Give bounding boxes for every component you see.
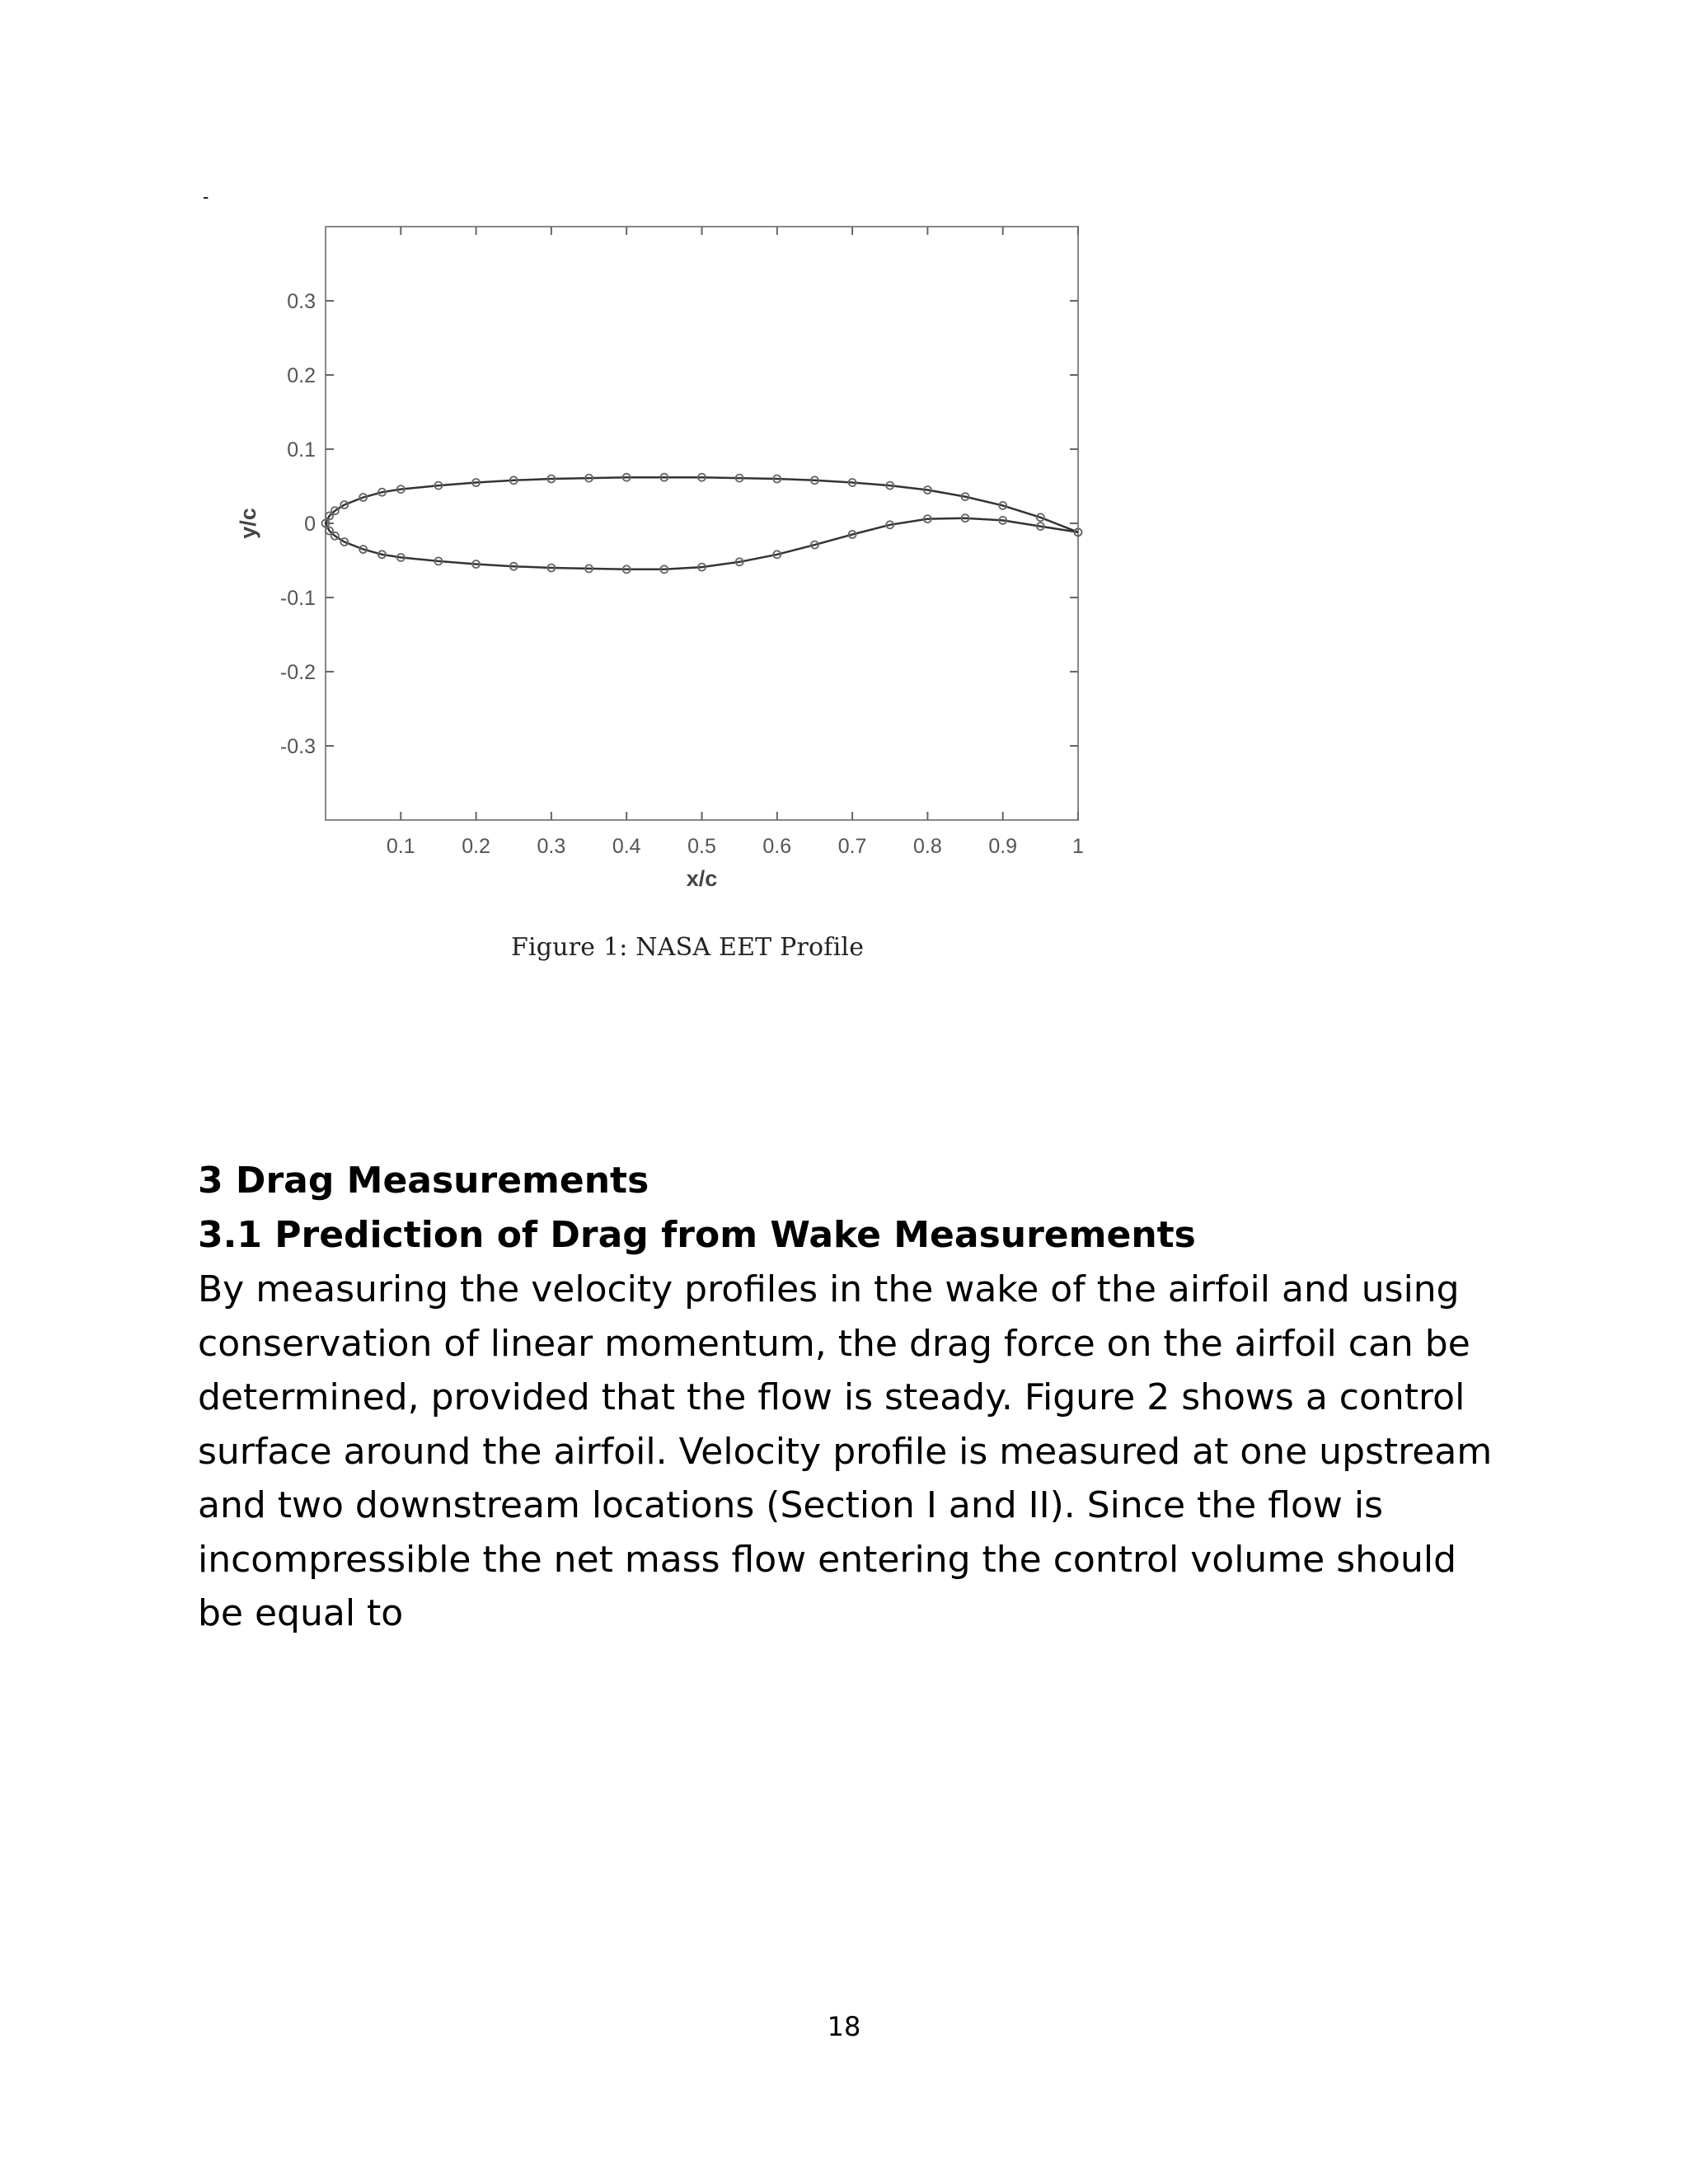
paragraph-line: and two downstream locations (Section I and II). Since the flow is <box>198 1484 1383 1526</box>
plot-labels <box>236 290 1084 891</box>
body-paragraph <box>198 1263 1517 1641</box>
paragraph-line: determined, provided that the flow is steady. Figure 2 shows a control <box>198 1376 1465 1418</box>
y-tick-label: 0.3 <box>287 290 316 313</box>
x-tick-label: 0.3 <box>537 835 566 858</box>
paragraph-line: surface around the airfoil. Velocity profile is measured at one upstream <box>198 1430 1493 1473</box>
x-tick-label: 0.6 <box>762 835 792 858</box>
paragraph-line: be equal to <box>198 1592 404 1634</box>
figure-caption: Figure 1: NASA EET Profile <box>511 933 865 962</box>
page-number: 18 <box>827 2011 861 2042</box>
x-tick-label: 0.4 <box>612 835 641 858</box>
x-tick-label: 0.1 <box>386 835 415 858</box>
x-axis-label: x/c <box>686 866 718 891</box>
section-drag-measurements <box>198 1154 1517 1641</box>
y-tick-label: 0 <box>304 513 316 536</box>
y-tick-label: -0.1 <box>279 587 316 610</box>
section-heading: 3 Drag Measurements <box>198 1160 649 1202</box>
plot-ticks <box>326 227 1078 820</box>
x-tick-label: 0.9 <box>988 835 1018 858</box>
y-tick-label: -0.3 <box>279 735 316 758</box>
airfoil-profile-chart <box>0 0 1688 907</box>
y-tick-label: 0.2 <box>287 364 316 387</box>
subsection-heading: 3.1 Prediction of Drag from Wake Measurements <box>198 1214 1196 1256</box>
plot-series <box>322 474 1082 574</box>
x-tick-label: 0.8 <box>913 835 942 858</box>
paragraph-line: incompressible the net mass flow entering the control volume should <box>198 1538 1457 1581</box>
y-axis-label: y/c <box>236 508 260 539</box>
plot-frame <box>326 227 1078 820</box>
y-tick-label: 0.1 <box>287 438 316 462</box>
paragraph-line: By measuring the velocity profiles in the wake of the airfoil and using <box>198 1268 1460 1310</box>
x-tick-label: 0.7 <box>837 835 867 858</box>
y-tick-label: -0.2 <box>279 661 316 684</box>
plot-axes-box <box>326 227 1078 820</box>
x-tick-label: 0.2 <box>462 835 490 858</box>
x-tick-label: 1 <box>1072 835 1084 858</box>
paragraph-line: conservation of linear momentum, the drag force on the airfoil can be <box>198 1322 1470 1365</box>
x-tick-label: 0.5 <box>687 835 716 858</box>
stray-mark: - <box>203 186 209 207</box>
airfoil-profile-line <box>326 477 1078 569</box>
